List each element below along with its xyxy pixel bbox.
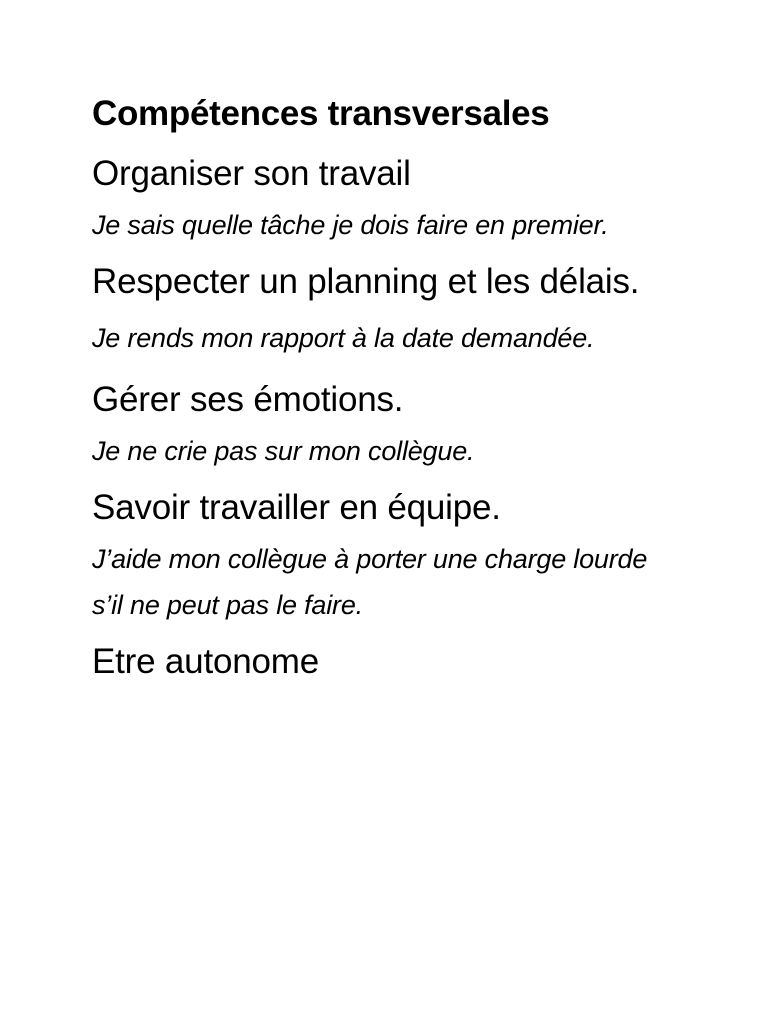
skill-example: J’aide mon collègue à porter une charge lourde s’il ne peut pas le faire. (92, 544, 648, 620)
skill-heading: Organiser son travail (92, 154, 411, 193)
section-emotions (92, 372, 678, 474)
skill-heading: Etre autonome (92, 642, 319, 681)
section-equipe (92, 480, 678, 628)
section-autonome (92, 634, 678, 690)
skill-example: Je ne crie pas sur mon collègue. (92, 436, 475, 466)
skill-heading: Respecter un planning et les délais. (92, 262, 640, 301)
skill-heading: Gérer ses émotions. (92, 380, 404, 419)
skill-example: Je rends mon rapport à la date demandée. (92, 323, 595, 353)
skill-heading: Savoir travailler en équipe. (92, 488, 501, 527)
section-organiser (92, 146, 678, 248)
section-planning (92, 254, 678, 366)
skill-example: Je sais quelle tâche je dois faire en premier. (92, 210, 609, 240)
document-title: Compétences transversales (92, 94, 550, 133)
